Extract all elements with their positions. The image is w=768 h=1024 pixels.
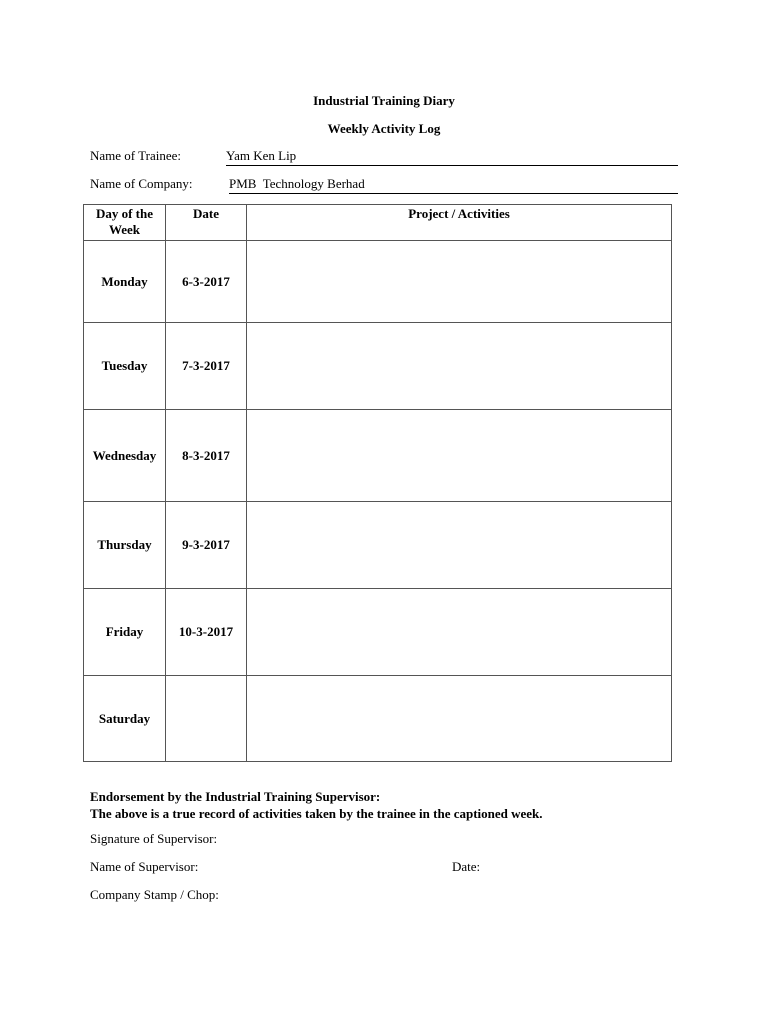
header-day-text: Day of the Week	[95, 206, 154, 237]
table-row	[84, 502, 672, 589]
activities-cell[interactable]	[247, 410, 672, 502]
day-cell: Friday	[84, 589, 166, 676]
day-cell: Thursday	[84, 502, 166, 589]
activities-cell[interactable]	[247, 502, 672, 589]
table-row	[84, 410, 672, 502]
date-cell: 8-3-2017	[166, 410, 247, 502]
company-stamp-label: Company Stamp / Chop:	[90, 887, 219, 902]
header-activities: Project / Activities	[247, 205, 672, 241]
table-row	[84, 323, 672, 410]
company-name-field[interactable]: PMB Technology Berhad	[229, 176, 678, 194]
activities-cell[interactable]	[247, 676, 672, 762]
endorsement-block	[90, 788, 543, 822]
trainee-name-field[interactable]: Yam Ken Lip	[226, 148, 678, 166]
log-subtitle: Weekly Activity Log	[327, 121, 441, 136]
date-cell: 7-3-2017	[166, 323, 247, 410]
weekly-activity-table	[83, 204, 672, 762]
table-header-row	[84, 205, 672, 241]
activities-cell[interactable]	[247, 323, 672, 410]
date-cell: 6-3-2017	[166, 241, 247, 323]
endorsement-date-label: Date:	[452, 859, 481, 874]
date-cell: 10-3-2017	[166, 589, 247, 676]
activities-cell[interactable]	[247, 589, 672, 676]
table-row	[84, 241, 672, 323]
day-cell: Monday	[84, 241, 166, 323]
supervisor-name-label: Name of Supervisor:	[90, 859, 199, 874]
day-cell: Tuesday	[84, 323, 166, 410]
header-day-of-week	[84, 205, 166, 241]
day-cell: Saturday	[84, 676, 166, 762]
supervisor-signature-label: Signature of Supervisor:	[90, 831, 218, 846]
company-name-label: Name of Company:	[90, 176, 193, 191]
header-date: Date	[166, 205, 247, 241]
date-cell: 9-3-2017	[166, 502, 247, 589]
activities-cell[interactable]	[247, 241, 672, 323]
diary-title: Industrial Training Diary	[313, 93, 455, 108]
endorsement-heading: Endorsement by the Industrial Training Supervisor:	[90, 789, 381, 804]
trainee-name-label: Name of Trainee:	[90, 148, 181, 163]
endorsement-statement: The above is a true record of activities taken by the trainee in the captioned week.	[90, 806, 543, 821]
date-cell[interactable]	[166, 676, 247, 762]
table-row	[84, 676, 672, 762]
table-row	[84, 589, 672, 676]
day-cell: Wednesday	[84, 410, 166, 502]
